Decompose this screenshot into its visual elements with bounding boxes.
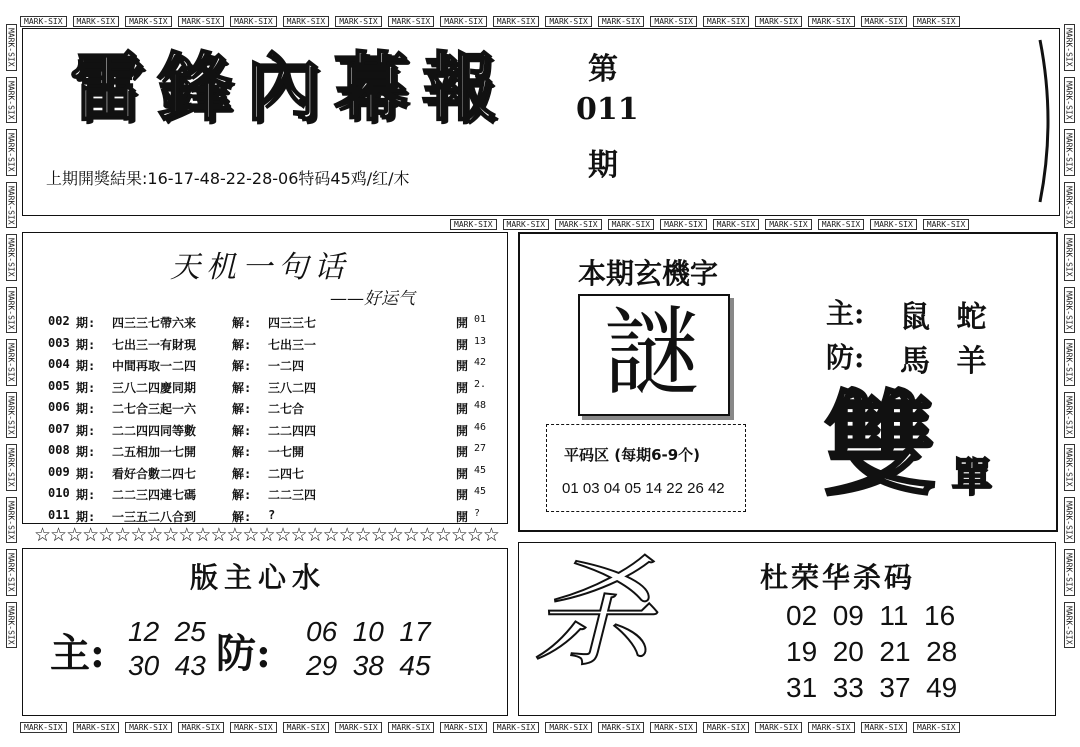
band-label: MARK-SIX: [861, 722, 908, 733]
answer-text: 四三三七: [268, 316, 317, 330]
band-label: MARK-SIX: [6, 287, 17, 334]
pingma-numbers: 01 03 04 05 14 22 26 42: [562, 480, 725, 497]
hint-text: 七出三一有財現: [112, 337, 197, 352]
period-label: 期:: [76, 337, 96, 352]
band-label: MARK-SIX: [6, 339, 17, 386]
band-label: MARK-SIX: [1064, 182, 1075, 229]
answer-label: 解:: [232, 423, 252, 438]
band-label: MARK-SIX: [6, 24, 17, 71]
banzhu-main-label: 主:: [50, 630, 105, 677]
band-label: MARK-SIX: [713, 219, 760, 230]
history-row: [48, 336, 488, 358]
issue-prefix: 第: [588, 52, 618, 87]
band-label: MARK-SIX: [20, 722, 67, 733]
period-label: 期:: [76, 402, 96, 416]
hint-text: 中間再取一二四: [112, 359, 197, 373]
open-label: 開: [456, 380, 469, 395]
open-number: 45: [474, 464, 487, 476]
open-label: 開: [456, 488, 469, 502]
answer-text: 三八二四: [268, 380, 317, 395]
band-label: MARK-SIX: [230, 722, 277, 733]
band-label: MARK-SIX: [808, 722, 855, 733]
history-row: [48, 400, 488, 422]
mid-border-band: [450, 218, 1060, 230]
issue-suffix: 期: [588, 148, 618, 183]
kill-number-row: 31 33 37 49: [786, 672, 958, 703]
answer-text: 二二四四: [268, 423, 317, 438]
history-row: [48, 314, 488, 336]
answer-text: 一二四: [268, 359, 305, 373]
band-label: MARK-SIX: [650, 722, 697, 733]
band-label: MARK-SIX: [1064, 24, 1075, 71]
banzhu-guard-row1: 06 10 17: [306, 616, 431, 647]
band-label: MARK-SIX: [598, 16, 645, 27]
hint-text: 三八二四慶同期: [112, 380, 197, 395]
issue-number: 006: [48, 400, 70, 414]
band-label: MARK-SIX: [650, 16, 697, 27]
band-label: MARK-SIX: [178, 16, 225, 27]
band-label: MARK-SIX: [283, 16, 330, 27]
issue-number: 011: [576, 92, 639, 127]
hint-text: 二二四四同等數: [112, 423, 197, 438]
open-label: 開: [456, 509, 469, 524]
hint-text: 一三五二八合到: [112, 509, 197, 524]
band-label: MARK-SIX: [1064, 602, 1075, 649]
band-label: MARK-SIX: [493, 722, 540, 733]
band-label: MARK-SIX: [703, 722, 750, 733]
issue-number: 004: [48, 357, 70, 371]
band-label: MARK-SIX: [608, 219, 655, 230]
left-border-band: [4, 24, 18, 724]
issue-number: 005: [48, 378, 70, 393]
period-label: 期:: [76, 316, 96, 330]
band-label: MARK-SIX: [545, 16, 592, 27]
period-label: 期:: [76, 509, 96, 524]
open-number: 45: [474, 486, 487, 497]
open-number: 46: [474, 421, 487, 433]
open-number: 13: [474, 335, 487, 347]
xuanji-title: 本期玄機字: [578, 257, 719, 290]
history-row: [48, 486, 488, 508]
period-label: 期:: [76, 423, 96, 438]
band-label: MARK-SIX: [755, 722, 802, 733]
answer-text: ?: [268, 507, 276, 522]
period-label: 期:: [76, 466, 96, 481]
issue-number: 008: [48, 443, 70, 457]
answer-label: 解:: [232, 359, 252, 373]
band-label: MARK-SIX: [440, 16, 487, 27]
kill-decor-char: 杀: [532, 545, 652, 684]
answer-label: 解:: [232, 316, 252, 330]
band-label: MARK-SIX: [125, 722, 172, 733]
band-label: MARK-SIX: [335, 16, 382, 27]
answer-label: 解:: [232, 488, 252, 502]
open-label: 開: [456, 337, 469, 352]
open-label: 開: [456, 466, 469, 481]
band-label: MARK-SIX: [73, 722, 120, 733]
history-row: [48, 357, 488, 379]
small-character: 單: [952, 454, 992, 501]
issue-number: 011: [48, 507, 70, 522]
bracket-decoration: [1036, 36, 1060, 206]
issue-number: 002: [48, 314, 70, 328]
tianji-subtitle: ——好运气: [330, 289, 415, 309]
open-label: 開: [456, 423, 469, 438]
open-number: 27: [474, 443, 487, 454]
open-label: 開: [456, 316, 469, 330]
band-label: MARK-SIX: [6, 77, 17, 124]
answer-text: 二四七: [268, 466, 305, 481]
hint-text: 二二三四連七碼: [112, 488, 197, 502]
band-label: MARK-SIX: [6, 392, 17, 439]
band-label: MARK-SIX: [870, 219, 917, 230]
band-label: MARK-SIX: [755, 16, 802, 27]
band-label: MARK-SIX: [20, 16, 67, 27]
answer-text: 二二三四: [268, 488, 317, 502]
issue-number: 010: [48, 486, 70, 500]
mystery-character: 謎: [604, 297, 700, 409]
history-row: [48, 379, 488, 401]
xuanji-guard-value: 馬 羊: [900, 344, 995, 379]
band-label: MARK-SIX: [1064, 339, 1075, 386]
main-title: 雷鋒內幕報: [70, 45, 510, 131]
band-label: MARK-SIX: [6, 549, 17, 596]
band-label: MARK-SIX: [1064, 392, 1075, 439]
answer-text: 二七合: [268, 402, 305, 416]
answer-label: 解:: [232, 509, 252, 524]
answer-label: 解:: [232, 445, 252, 459]
band-label: MARK-SIX: [6, 129, 17, 176]
last-result: 上期開獎結果:16-17-48-22-28-06特码45鸡/红/木: [46, 169, 410, 188]
hint-text: 看好合數二四七: [112, 466, 197, 481]
hint-text: 二五相加一七開: [112, 445, 197, 459]
band-label: MARK-SIX: [703, 16, 750, 27]
band-label: MARK-SIX: [1064, 497, 1075, 544]
bottom-border-band: [20, 720, 1070, 734]
pingma-box: [546, 424, 746, 512]
band-label: MARK-SIX: [555, 219, 602, 230]
band-label: MARK-SIX: [6, 497, 17, 544]
answer-text: 七出三一: [268, 337, 317, 352]
kill-number-row: 02 09 11 16: [786, 600, 956, 631]
period-label: 期:: [76, 488, 96, 502]
band-label: MARK-SIX: [808, 16, 855, 27]
xuanji-guard-label: 防:: [826, 341, 865, 374]
answer-label: 解:: [232, 380, 252, 395]
band-label: MARK-SIX: [493, 16, 540, 27]
period-label: 期:: [76, 445, 96, 459]
open-number: 42: [474, 357, 487, 368]
right-border-band: [1062, 24, 1076, 724]
band-label: MARK-SIX: [230, 16, 277, 27]
band-label: MARK-SIX: [765, 219, 812, 230]
band-label: MARK-SIX: [861, 16, 908, 27]
open-label: 開: [456, 402, 469, 416]
band-label: MARK-SIX: [1064, 549, 1075, 596]
band-label: MARK-SIX: [1064, 287, 1075, 334]
answer-label: 解:: [232, 402, 252, 416]
open-number: 2.: [474, 378, 487, 390]
banzhu-main-row1: 12 25: [128, 616, 206, 647]
pingma-label: 平码区 (每期6-9个): [564, 446, 701, 464]
band-label: MARK-SIX: [1064, 444, 1075, 491]
band-label: MARK-SIX: [913, 16, 960, 27]
band-label: MARK-SIX: [283, 722, 330, 733]
kill-number-row: 19 20 21 28: [786, 636, 958, 667]
star-divider: ☆☆☆☆☆☆☆☆☆☆☆☆☆☆☆☆☆☆☆☆☆☆☆☆☆☆☆☆☆: [34, 524, 499, 546]
band-label: MARK-SIX: [598, 722, 645, 733]
hint-text: 四三三七帶六来: [112, 316, 197, 330]
period-label: 期:: [76, 380, 96, 395]
history-row: [48, 465, 488, 487]
band-label: MARK-SIX: [1064, 77, 1075, 124]
band-label: MARK-SIX: [1064, 234, 1075, 281]
band-label: MARK-SIX: [178, 722, 225, 733]
band-label: MARK-SIX: [125, 16, 172, 27]
band-label: MARK-SIX: [6, 182, 17, 229]
shama-title: 杜荣华杀码: [760, 561, 916, 594]
answer-label: 解:: [232, 466, 252, 481]
top-border-band: [20, 14, 1070, 28]
history-row: [48, 422, 488, 444]
big-character: 雙: [824, 380, 936, 511]
band-label: MARK-SIX: [6, 444, 17, 491]
band-label: MARK-SIX: [388, 16, 435, 27]
issue-number: 009: [48, 464, 70, 479]
banzhu-guard-label: 防:: [216, 630, 271, 677]
answer-label: 解:: [232, 337, 252, 352]
band-label: MARK-SIX: [913, 722, 960, 733]
band-label: MARK-SIX: [388, 722, 435, 733]
band-label: MARK-SIX: [450, 219, 497, 230]
band-label: MARK-SIX: [73, 16, 120, 27]
band-label: MARK-SIX: [660, 219, 707, 230]
banzhu-guard-row2: 29 38 45: [306, 650, 431, 681]
open-label: 開: [456, 359, 469, 373]
history-row: [48, 443, 488, 465]
band-label: MARK-SIX: [503, 219, 550, 230]
band-label: MARK-SIX: [6, 602, 17, 649]
band-label: MARK-SIX: [6, 234, 17, 281]
open-number: 01: [474, 314, 487, 325]
band-label: MARK-SIX: [818, 219, 865, 230]
band-label: MARK-SIX: [335, 722, 382, 733]
open-number: 48: [474, 400, 487, 411]
band-label: MARK-SIX: [1064, 129, 1075, 176]
band-label: MARK-SIX: [923, 219, 970, 230]
hint-text: 二七合三起一六: [112, 402, 197, 416]
answer-text: 一七開: [268, 445, 305, 459]
tianji-title: 天机一句话: [170, 250, 350, 285]
issue-number: 007: [48, 421, 70, 436]
xuanji-main-label: 主:: [826, 297, 865, 330]
banzhu-main-row2: 30 43: [128, 650, 206, 681]
band-label: MARK-SIX: [545, 722, 592, 733]
open-label: 開: [456, 445, 469, 459]
period-label: 期:: [76, 359, 96, 373]
open-number: ?: [474, 507, 481, 519]
issue-number: 003: [48, 335, 70, 350]
banzhu-title: 版主心水: [190, 561, 327, 594]
xuanji-main-value: 鼠 蛇: [900, 300, 995, 335]
band-label: MARK-SIX: [440, 722, 487, 733]
